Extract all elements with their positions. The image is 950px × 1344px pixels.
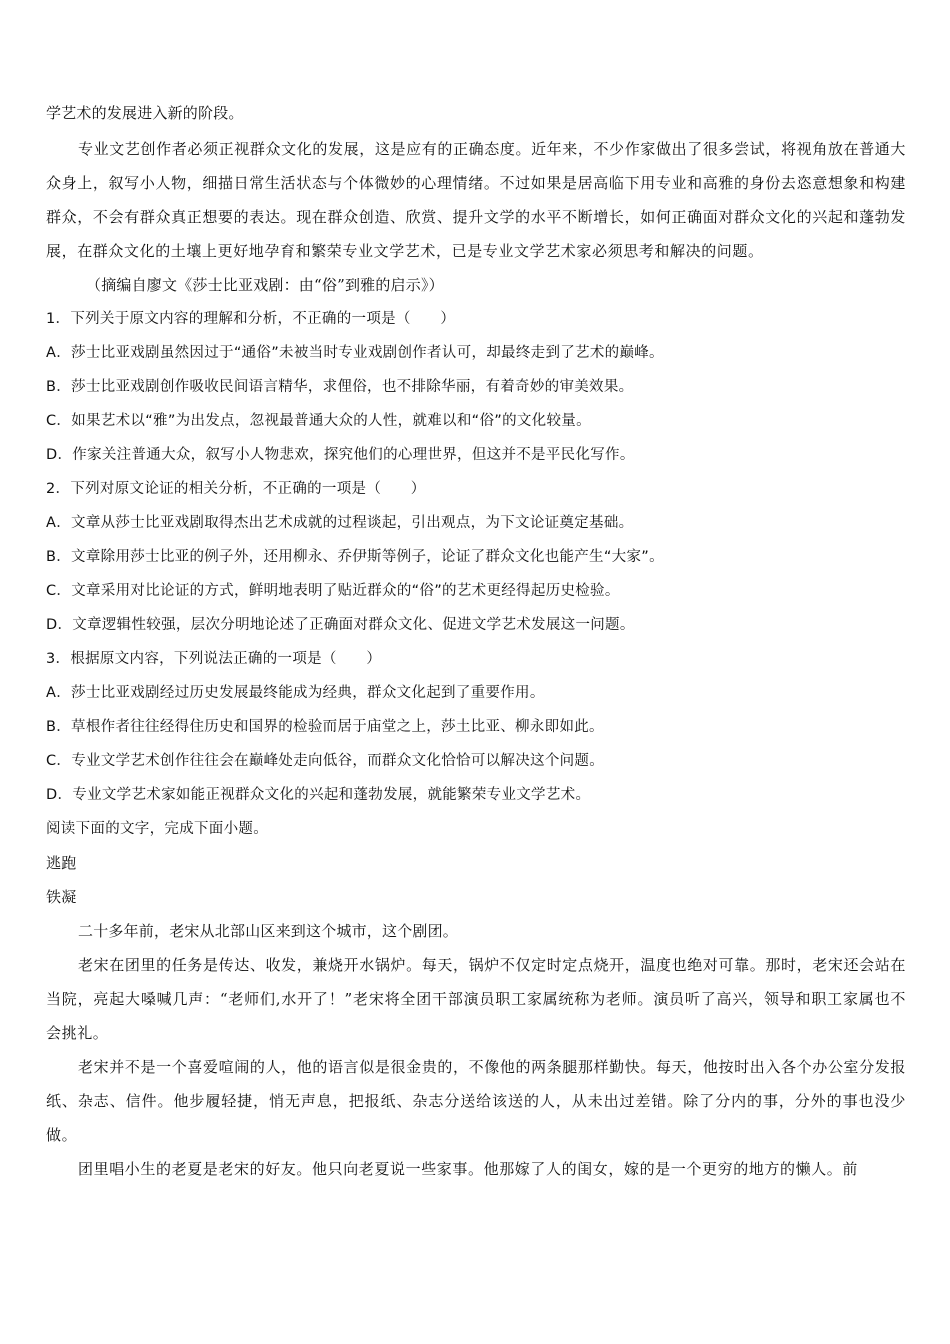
option-a: A．文章从莎士比亚戏剧取得杰出艺术成就的过程谈起，引出观点，为下文论证奠定基础。 <box>46 515 634 531</box>
option-d: D．专业文学艺术家如能正视群众文化的兴起和蓬勃发展，就能繁荣专业文学艺术。 <box>46 787 591 803</box>
option-c: C．专业文学艺术创作往往会在巅峰处走向低谷，而群众文化恰恰可以解决这个问题。 <box>46 753 605 769</box>
question-stem: 1．下列关于原文内容的理解和分析，不正确的一项是（ ） <box>46 311 456 327</box>
reading-instruction: 阅读下面的文字，完成下面小题。 <box>46 821 268 837</box>
option-a: A．莎士比亚戏剧经过历史发展最终能成为经典，群众文化起到了重要作用。 <box>46 685 545 701</box>
story-paragraph: 团里唱小生的老夏是老宋的好友。他只向老夏说一些家事。他那嫁了人的闺女，嫁的是一个更穷的地方的懒人。前 <box>78 1160 859 1178</box>
story-author: 铁凝 <box>46 888 77 906</box>
option-c: C．文章采用对比论证的方式，鲜明地表明了贴近群众的“俗”的艺术更经得起历史检验。 <box>46 583 620 599</box>
story-paragraph: 二十多年前，老宋从北部山区来到这个城市，这个剧团。 <box>78 922 459 940</box>
question-stem: 3．根据原文内容，下列说法正确的一项是（ ） <box>46 651 382 667</box>
option-b: B．草根作者往往经得住历史和国界的检验而居于庙堂之上，莎土比亚、柳永即如此。 <box>46 719 604 735</box>
story-title: 逃跑 <box>46 854 77 872</box>
option-b: B．莎士比亚戏剧创作吸收民间语言精华，求俚俗，也不排除华丽，有着奇妙的审美效果。 <box>46 379 634 395</box>
question-stem: 2．下列对原文论证的相关分析，不正确的一项是（ ） <box>46 481 426 497</box>
option-b: B．文章除用莎士比亚的例子外，还用柳永、乔伊斯等例子，论证了群众文化也能产生“大家”。 <box>46 549 664 565</box>
document-page <box>46 96 906 1186</box>
question-3 <box>46 642 906 812</box>
story-paragraph: 老宋在团里的任务是传达、收发，兼烧开水锅炉。每天，锅炉不仅定时定点烧开，温度也绝对可靠。那时，老宋还会站在当院，亮起大嗓喊几声：“老师们,水开了！”老宋将全团干部演员职工家属统称为老师。演员听了高兴，领导和职工家属也不会挑礼。 <box>46 956 906 1042</box>
passage-tail-line: 学艺术的发展进入新的阶段。 <box>46 104 244 122</box>
question-1 <box>46 302 906 472</box>
story-paragraph: 老宋并不是一个喜爱喧闹的人，他的语言似是很金贵的，不像他的两条腿那样勤快。每天，他按时出入各个办公室分发报纸、杂志、信件。他步履轻捷，悄无声息，把报纸、杂志分送给该送的人，从未出过差错。除了分内的事，分外的事也没少做。 <box>46 1058 906 1144</box>
option-c: C．如果艺术以“雅”为出发点，忽视最普通大众的人性，就难以和“俗”的文化较量。 <box>46 413 591 429</box>
question-2 <box>46 472 906 642</box>
option-d: D．作家关注普通大众，叙写小人物悲欢，探究他们的心理世界，但这并不是平民化写作。 <box>46 447 635 463</box>
source-citation: （摘编自廖文《莎士比亚戏剧：由“俗”到雅的启示》） <box>86 276 444 294</box>
passage-paragraph: 专业文艺创作者必须正视群众文化的发展，这是应有的正确态度。近年来，不少作家做出了很多尝试，将视角放在普通大众身上，叙写小人物，细描日常生活状态与个体微妙的心理情绪。不过如果是居高临下用专业和高雅的身份去恣意想象和构建群众，不会有群众真正想要的表达。现在群众创造、欣赏、提升文学的水平不断增长，如何正确面对群众文化的兴起和蓬勃发展，在群众文化的土壤上更好地孕育和繁荣专业文学艺术，已是专业文学艺术家必须思考和解决的问题。 <box>46 140 906 260</box>
option-a: A．莎士比亚戏剧虽然因过于“通俗”未被当时专业戏剧创作者认可，却最终走到了艺术的巅峰。 <box>46 345 664 361</box>
option-d: D．文章逻辑性较强，层次分明地论述了正确面对群众文化、促进文学艺术发展这一问题。 <box>46 617 635 633</box>
